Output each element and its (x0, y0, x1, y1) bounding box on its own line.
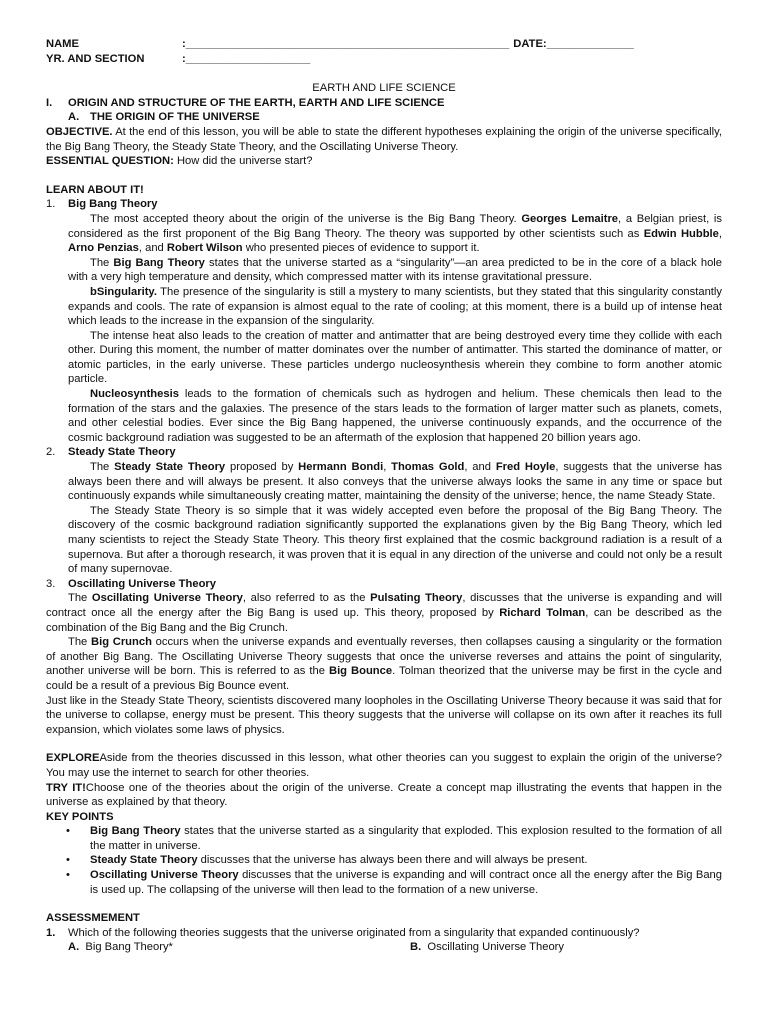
explore-text: Aside from the theories discussed in this lesson, what other theories can you suggest to explain the origin of the universe? You may use the internet to search for other theories. (46, 752, 722, 779)
objective-paragraph (46, 125, 722, 154)
name-label: NAME (46, 38, 79, 50)
steady-state-paragraph-1 (46, 460, 722, 504)
learn-heading: LEARN ABOUT IT! (46, 183, 144, 196)
text-run: , suggests that the universe has always been there and will always be present. It also conveys that the universe always looks the same in any time or space but continuously expands while simultaneously creating matter, maintaining the density of the universe; hence, the name Steady State. (68, 461, 723, 503)
text-run: who presented pieces of evidence to support it. (242, 242, 480, 255)
scientist-name: Robert Wilson (166, 242, 243, 255)
objective-text: At the end of this lesson, you will be able to state the different hypotheses explaining the origin of the universe specifically, the Big Bang Theory, the Steady State Theory, and the Oscillating Universe Theory. (46, 125, 722, 153)
unit-heading (46, 96, 722, 111)
choice-label: B. (410, 941, 422, 954)
bullet-icon: • (66, 869, 70, 882)
lesson-title: THE ORIGIN OF THE UNIVERSE (90, 111, 260, 124)
big-bang-title: Big Bang Theory (68, 198, 158, 211)
text-run: The (90, 256, 114, 269)
oscillating-paragraph-3: Just like in the Steady State Theory, scientists discovered many loopholes in the Oscillating Universe Theory because it was said that for the universe to collapse, energy must be present. This theory suggests that the universe will collapse on its own after it reaches its full expansion, which violates some laws of physics. (46, 694, 722, 736)
steady-state-paragraph-2: The Steady State Theory is so simple that it was widely accepted even before the proposal of the Big Bang Theory. The discovery of the cosmic background radiation significantly supported the explanations given by the Big Bang Theory, which led many scientists to reject the Steady State Theory. This theory first explained that the cosmic background radiation is a result of a supernova. But after a thorough research, it was proven that it is equal in any direction of the universe and could not only be a result of many supernovae. (68, 504, 722, 576)
essential-question (46, 154, 722, 169)
name-row (46, 37, 722, 52)
term: Big Bang Theory (113, 256, 205, 269)
oscillating-heading (46, 577, 722, 592)
try-it-section (46, 781, 722, 810)
oscillating-number: 3. (46, 577, 56, 590)
lesson-number: A. (68, 111, 80, 124)
question-text: Which of the following theories suggests that the universe originated from a singularity that expanded continuously? (68, 926, 640, 939)
text-run: discusses that the universe has always been there and will always be present. (197, 854, 588, 867)
choice-text: Oscillating Universe Theory (427, 941, 564, 954)
term: Steady State Theory (90, 854, 198, 867)
text-run: , and (138, 242, 167, 255)
oscillating-paragraph-1 (46, 591, 722, 635)
explore-section (46, 751, 722, 780)
big-bang-paragraph-1 (46, 212, 722, 256)
choice-a[interactable] (46, 940, 410, 955)
text-run: , (383, 461, 392, 474)
lesson-heading (46, 110, 722, 125)
text-run: , discusses that the universe is expanding and will contract once all the energy after the Big Bang is used up. This theory, proposed by (46, 592, 722, 619)
text-run: The (68, 636, 91, 649)
section-label: YR. AND SECTION (46, 52, 145, 65)
big-bang-paragraph-3 (46, 285, 722, 329)
big-bang-paragraph-2 (46, 256, 722, 285)
question-number: 1. (46, 926, 56, 939)
big-bang-paragraph-4: The intense heat also leads to the creation of matter and antimatter that are being destroyed every time they collide with each other. During this moment, the number of matter dominates over the number of antimatter. This started the dominance of matter, or atomic particles, in the early universe. These particles undergo nucleosynthesis wherein they combine to form another atomic particle. (68, 329, 722, 386)
scientist-name: Fred Hoyle (495, 461, 556, 474)
section-field[interactable]: :____________________ (182, 52, 311, 65)
bullet-icon: • (66, 854, 70, 867)
key-point-text (90, 853, 722, 868)
explore-label: EXPLORE (46, 752, 100, 765)
term: Big Bang Theory (90, 825, 181, 838)
key-point-text (90, 824, 722, 853)
name-field[interactable]: :____________________________________________________ (182, 38, 510, 50)
text-run: occurs when the universe expands and eventually reverses, then collapses causing a singularity or the formation of another Big Bang. The Oscillating Universe Theory suggests that once the universe reverses and attains the point of singularity, another universe will be born. This is referred to as the (46, 636, 722, 678)
text-run: discusses that the universe is expanding and will contract once all the energy after the Big Bang is used up. The collapsing of the universe will then lead to the formation of a new universe. (90, 869, 722, 896)
section-row (46, 52, 722, 67)
term: Oscillating Universe Theory (91, 592, 243, 605)
essential-label: ESSENTIAL QUESTION: (46, 155, 174, 168)
text-run: The (90, 461, 115, 474)
text-run: states that the universe started as a singularity that exploded. This explosion resulted to the formation of all the matter in universe. (90, 825, 722, 852)
try-it-label: TRY IT! (46, 781, 86, 794)
text-run: , and (464, 461, 496, 474)
key-points-heading: KEY POINTS (46, 810, 114, 823)
answer-choices (46, 940, 722, 955)
text-run: leads to the formation of chemicals such as hydrogen and helium. These chemicals then lead to the formation of the stars and the galaxies. The presence of the stars leads to the formation of larger matter such as planets, comets, and other celestial bodies. Ever since the Big Bang happened, the universe continuously expands, and the occurrence of the cosmic background radiation was suggested to be an aftermath of the explosion that happened 20 billion years ago. (68, 388, 722, 444)
big-bang-number: 1. (46, 198, 56, 211)
try-it-text: Choose one of the theories about the origin of the universe. Create a concept map illustrating the events that happen in the universe as explained by that theory. (46, 781, 722, 809)
text-run: The (68, 592, 92, 605)
term: Pulsating Theory (370, 592, 463, 605)
scientist-name: Arno Penzias (68, 242, 139, 255)
objective-label: OBJECTIVE. (46, 125, 113, 138)
key-point-text (90, 868, 722, 897)
term: Steady State Theory (114, 461, 226, 474)
text-run: , (718, 227, 722, 240)
unit-title: ORIGIN AND STRUCTURE OF THE EARTH, EARTH AND LIFE SCIENCE (68, 96, 445, 109)
text-run: , also referred to as the (242, 592, 371, 605)
text-run: The presence of the singularity is still a mystery to many scientists, but they stated that this singularity constantly expands and cools. The rate of expansion is almost equal to the rate of cooling; at this moment, there is a build up of intense heat which leads to the increase in the expansion of the singularity. (68, 285, 722, 328)
scientist-name: Thomas Gold (391, 461, 465, 474)
term: Oscillating Universe Theory (90, 869, 239, 882)
bullet-icon: • (66, 825, 70, 838)
text-run: , a Belgian priest, is considered as the first proponent of the Big Bang Theory. The theory was supported by other scientists such as (68, 212, 722, 240)
choice-b[interactable] (410, 940, 564, 955)
scientist-name: Hermann Bondi (298, 461, 384, 474)
key-point-item (46, 868, 722, 897)
document-title: EARTH AND LIFE SCIENCE (312, 82, 456, 95)
steady-state-heading (46, 445, 722, 460)
scientist-name: Edwin Hubble (643, 227, 719, 240)
text-run: The most accepted theory about the origin of the universe is the Big Bang Theory. (90, 212, 522, 225)
oscillating-paragraph-2 (46, 635, 722, 693)
term: bSingularity. (90, 285, 157, 298)
date-field[interactable]: DATE:______________ (513, 38, 634, 50)
big-bang-paragraph-5 (46, 387, 722, 445)
unit-number: I. (46, 96, 53, 109)
steady-state-title: Steady State Theory (68, 446, 176, 459)
choice-label: A. (68, 941, 80, 954)
question-1 (46, 926, 722, 941)
key-point-item (46, 824, 722, 853)
text-run: , can be described as the combination of the Big Bang and the Big Crunch. (46, 606, 722, 634)
oscillating-title: Oscillating Universe Theory (68, 577, 216, 590)
scientist-name: Richard Tolman (499, 606, 586, 619)
key-point-item (46, 853, 722, 868)
text-run: proposed by (225, 461, 299, 474)
text-run: . Tolman theorized that the universe may be first in the cycle and could be a result of a previous Big Bounce event. (46, 665, 722, 692)
scientist-name: Georges Lemaitre (521, 212, 619, 225)
big-bang-heading (46, 197, 722, 212)
essential-text: How did the universe start? (173, 155, 313, 168)
term: Big Crunch (91, 636, 152, 649)
term: Nucleosynthesis (90, 388, 179, 401)
term: Big Bounce (328, 665, 393, 678)
assessment-heading: ASSESSMEMENT (46, 912, 140, 925)
text-run: states that the universe started as a “singularity”—an area predicted to be in the core of a black hole with a very high temperature and density, which compressed matter with its intense gravitational pressure. (68, 256, 723, 284)
steady-state-number: 2. (46, 446, 56, 459)
choice-text: Big Bang Theory* (85, 941, 173, 954)
